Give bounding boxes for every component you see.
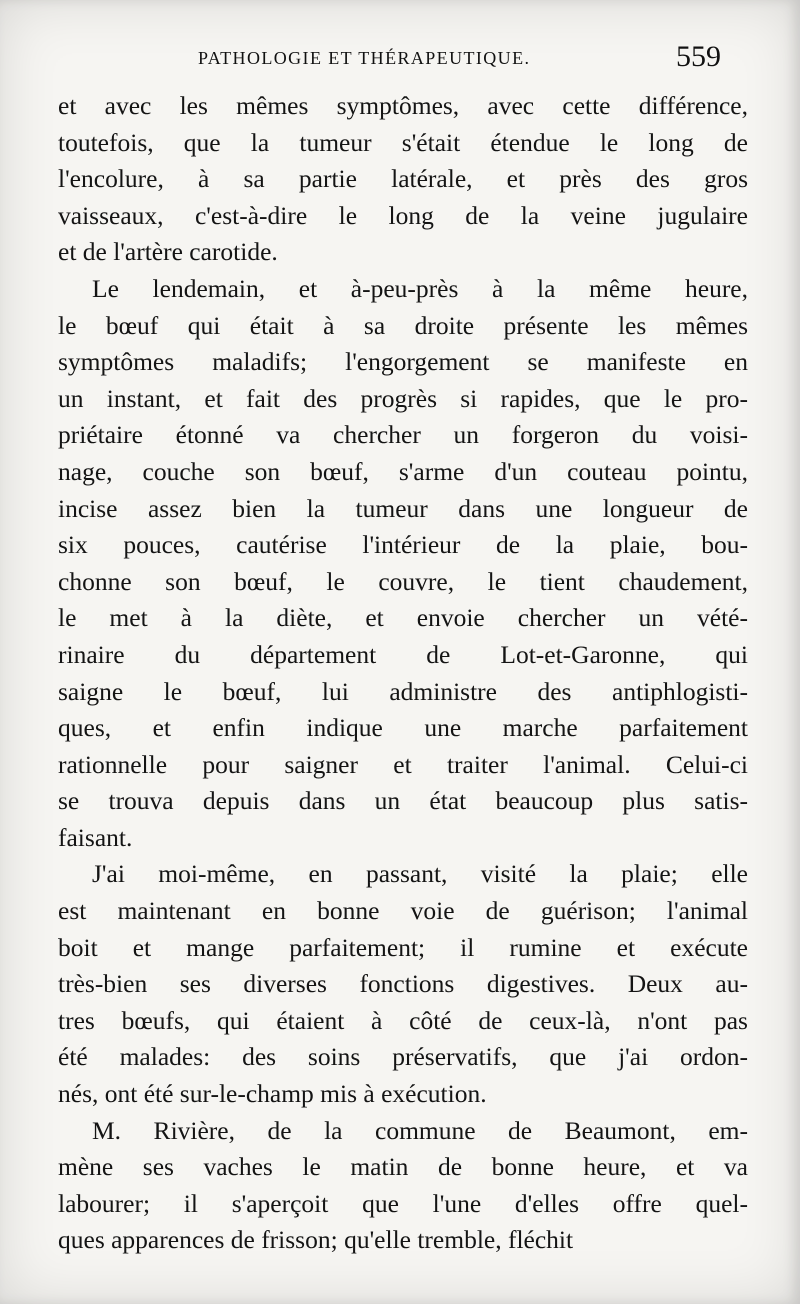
text-line: ques apparences de frisson; qu'elle tremble, fléchit: [58, 1225, 574, 1255]
text-line: J'ai moi-même, en passant, visité la plaie; elle: [92, 859, 748, 889]
text-line: l'encolure, à sa partie latérale, et près des gros: [58, 164, 748, 194]
text-line: six pouces, cautérise l'intérieur de la plaie, bou-: [58, 530, 748, 560]
text-line: le met à la diète, et envoie chercher un vété-: [58, 603, 748, 633]
text-line: saigne le bœuf, lui administre des antiphlogisti-: [58, 676, 748, 706]
text-line: un instant, et fait des progrès si rapides, que le pro-: [58, 383, 748, 413]
text-line: Le lendemain, et à-peu-près à la même heure,: [92, 273, 748, 303]
paragraph: [58, 271, 748, 857]
text-line: symptômes maladifs; l'engorgement se manifeste en: [58, 347, 748, 377]
text-line: toutefois, que la tumeur s'était étendue le long de: [58, 127, 748, 157]
text-line: boit et mange parfaitement; il rumine et exécute: [58, 932, 748, 962]
text-line: et de l'artère carotide.: [58, 237, 278, 267]
text-line: rinaire du département de Lot-et-Garonne, qui: [58, 639, 748, 669]
text-line: faisant.: [58, 822, 133, 852]
text-line: été malades: des soins préservatifs, que j'ai ordon-: [58, 1042, 748, 1072]
text-line: nés, ont été sur-le-champ mis à exécution.: [58, 1079, 487, 1109]
paragraph: [58, 1113, 748, 1259]
text-line: mène ses vaches le matin de bonne heure, et va: [58, 1152, 748, 1182]
paragraph: [58, 88, 748, 271]
running-head: PATHOLOGIE ET THÉRAPEUTIQUE.: [198, 48, 531, 68]
text-line: nage, couche son bœuf, s'arme d'un couteau pointu,: [58, 456, 748, 486]
text-line: se trouva depuis dans un état beaucoup plus satis-: [58, 786, 748, 816]
text-line: très-bien ses diverses fonctions digestives. Deux au-: [58, 969, 748, 999]
text-line: M. Rivière, de la commune de Beaumont, em-: [92, 1115, 748, 1145]
text-line: chonne son bœuf, le couvre, le tient chaudement,: [58, 566, 748, 596]
text-line: incise assez bien la tumeur dans une longueur de: [58, 493, 748, 523]
text-line: est maintenant en bonne voie de guérison; l'animal: [58, 896, 748, 926]
page-header: [0, 38, 800, 78]
paragraph: [58, 856, 748, 1112]
text-line: ques, et enfin indique une marche parfaitement: [58, 713, 748, 743]
text-line: rationnelle pour saigner et traiter l'animal. Celui-ci: [58, 749, 748, 779]
page-number: 559: [676, 40, 721, 73]
text-line: et avec les mêmes symptômes, avec cette différence,: [58, 91, 748, 120]
text-line: priétaire étonné va chercher un forgeron du voisi-: [58, 420, 748, 450]
text-line: vaisseaux, c'est-à-dire le long de la veine jugulaire: [58, 200, 748, 230]
text-line: labourer; il s'aperçoit que l'une d'elles offre quel-: [58, 1188, 748, 1218]
text-line: le bœuf qui était à sa droite présente les mêmes: [58, 310, 748, 340]
text-line: tres bœufs, qui étaient à côté de ceux-là, n'ont pas: [58, 1005, 748, 1035]
body-text: [58, 88, 748, 1259]
